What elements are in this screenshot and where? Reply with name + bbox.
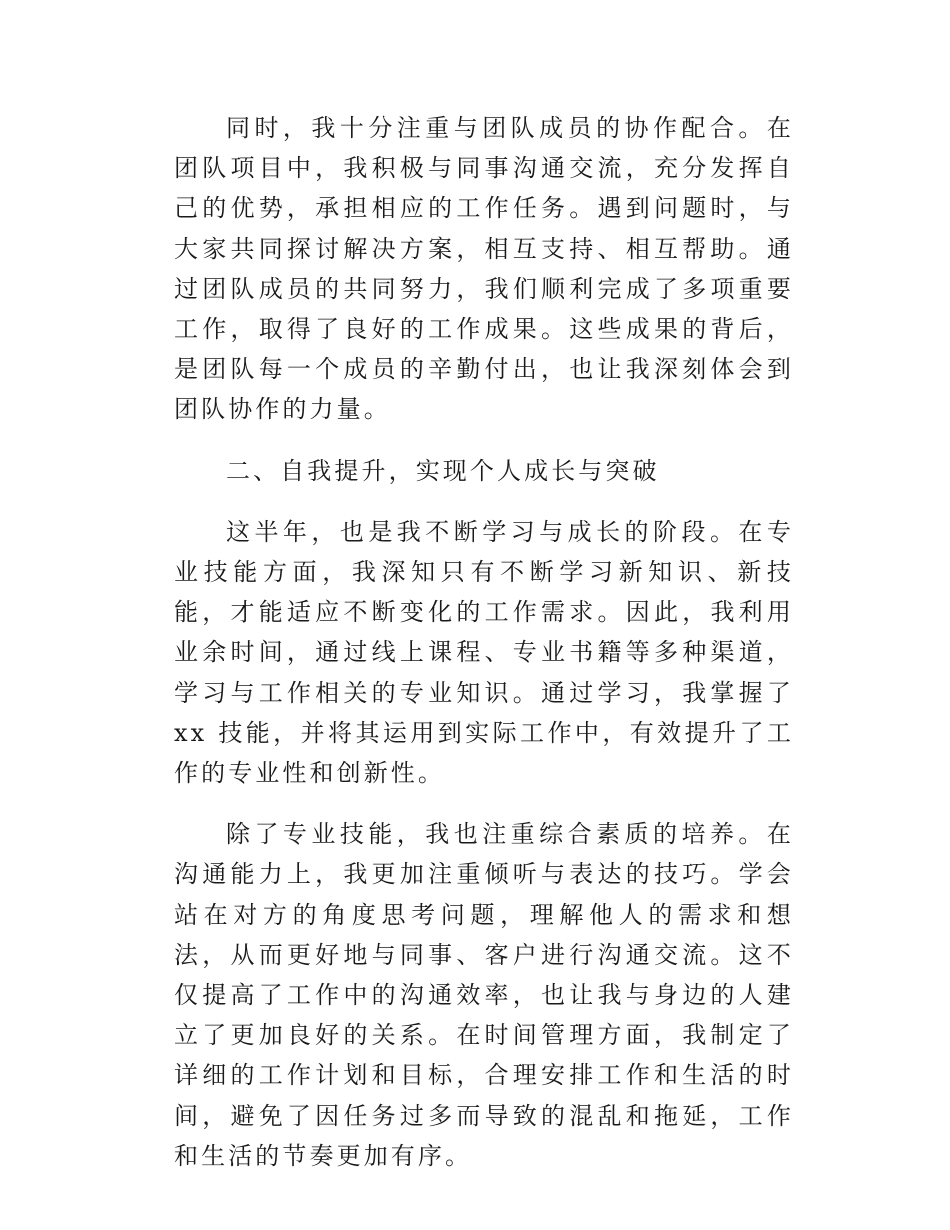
paragraph-teamwork [174,108,794,430]
paragraph-line: 这半年，也是我不断学习与成长的阶段。在专业技能 [174,517,794,587]
paragraph-line: 目中，我积极与同事沟通交流，充分发挥自己的优势，承 [174,154,794,223]
paragraph-line: 们顺利完成了多项重要工作，取得了良好的工作成果。这 [174,274,795,344]
paragraph-line: 刻体会到团队协作的力量。 [174,355,794,424]
paragraph-line: 案，相互支持、相互帮助。通过团队成员的共同努力，我 [174,234,794,303]
paragraph-line: 力上，我更加注重倾听与表达的技巧。学会站在对方的角 [174,860,794,929]
paragraph-line: 同时，我十分注重与团队成员的协作配合。在团队项 [174,114,794,183]
paragraph-line: 有效提升了工作的专业性和创新性。 [174,718,794,788]
paragraph-learning [174,512,794,793]
paragraph-line: 担相应的工作任务。遇到问题时，与大家共同探讨解决方 [174,194,794,263]
paragraph-line: 除了专业技能，我也注重综合素质的培养。在沟通能 [174,820,794,889]
document-body [174,108,794,1197]
paragraph-line: 时间，避免了因任务过多而导致的混乱和拖延，工作和生 [174,1061,794,1170]
paragraph-line: 通过学习，我掌握了 xx 技能，并将其运用到实际工作中， [174,678,794,747]
paragraph-line: 活的节奏更加有序。 [228,1141,473,1170]
paragraph-line: 让我与身边的人建立了更加良好的关系。在时间管理方面， [174,981,794,1050]
section-heading [174,451,794,491]
paragraph-line: 些成果的背后，是团队每一个成员的辛勤付出，也让我深 [174,315,794,384]
heading-text: 二、自我提升，实现个人成长与突破 [226,456,660,485]
paragraph-line: 度思考问题，理解他人的需求和想法，从而更好地与同事、 [174,900,794,969]
paragraph-line: 客户进行沟通交流。这不仅提高了工作中的沟通效率，也 [174,940,794,1010]
paragraph-line: 断变化的工作需求。因此，我利用业余时间，通过线上课 [174,598,795,667]
paragraph-line: 方面，我深知只有不断学习新知识、新技能，才能适应不 [174,558,794,627]
paragraph-soft-skills [174,814,794,1176]
paragraph-line: 我制定了详细的工作计划和目标，合理安排工作和生活的 [174,1021,794,1090]
paragraph-line: 程、专业书籍等多种渠道，学习与工作相关的专业知识。 [174,638,795,707]
